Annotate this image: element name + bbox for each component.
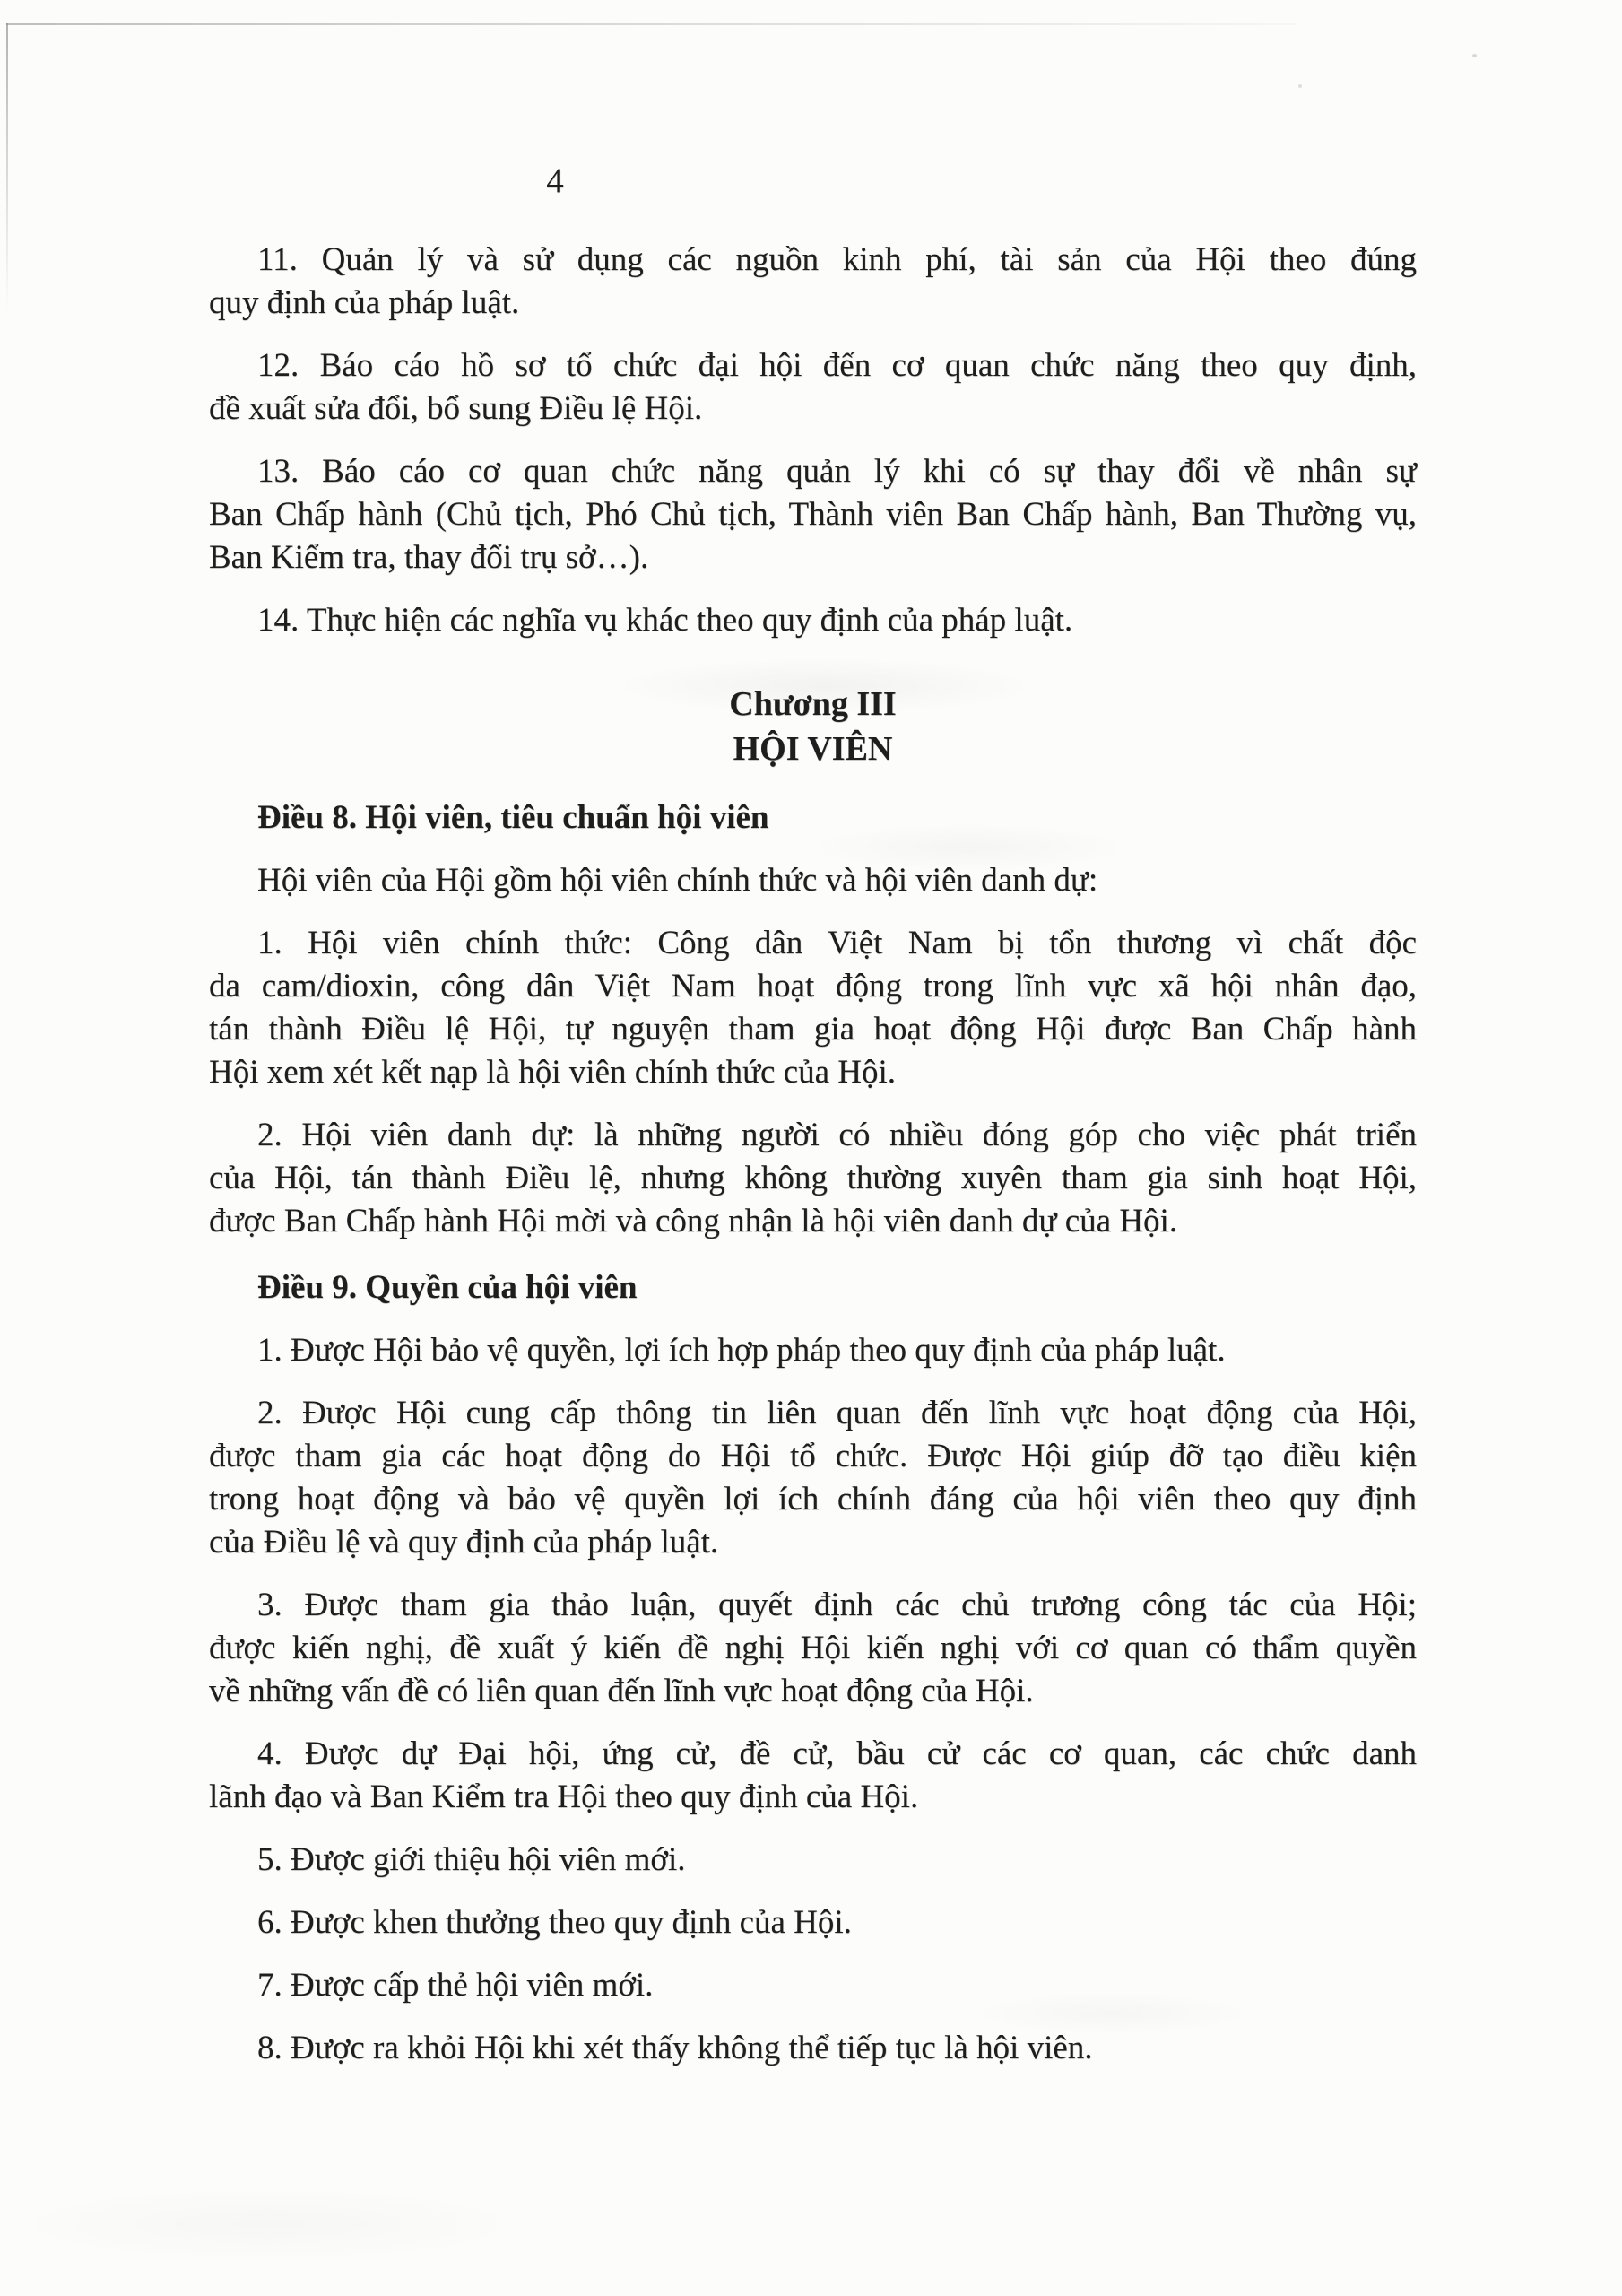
text-line: được Ban Chấp hành Hội mời và công nhận là hội viên danh dự của Hội. [209,1203,1178,1239]
text-line: được tham gia các hoạt động do Hội tổ chức. Được Hội giúp đỡ tạo điều kiện [209,1438,1417,1474]
paragraph [209,239,1417,325]
document-body [209,239,1417,2070]
text-line: Hội viên của Hội gồm hội viên chính thức và hội viên danh dự: [257,862,1098,899]
text-line: 13. Báo cáo cơ quan chức năng quản lý khi có sự thay đổi về nhân sự [257,453,1417,490]
text-line: 2. Được Hội cung cấp thông tin liên quan đến lĩnh vực hoạt động của Hội, [257,1395,1417,1431]
text-line: lãnh đạo và Ban Kiểm tra Hội theo quy định của Hội. [209,1779,919,1815]
text-line: tán thành Điều lệ Hội, tự nguyện tham gia hoạt động Hội được Ban Chấp hành [209,1011,1417,1048]
text-line: 1. Hội viên chính thức: Công dân Việt Nam bị tổn thương vì chất độc [257,925,1417,961]
paragraph [209,599,1417,642]
article-heading [209,1266,1417,1309]
text-line: 6. Được khen thưởng theo quy định của Hội. [257,1904,852,1941]
scan-edge-top [6,23,1297,25]
text-line: 5. Được giới thiệu hội viên mới. [257,1841,686,1878]
text-line: của Điều lệ và quy định của pháp luật. [209,1524,719,1561]
paragraph [209,1733,1417,1819]
text-line: Ban Chấp hành (Chủ tịch, Phó Chủ tịch, Thành viên Ban Chấp hành, Ban Thường vụ, [209,496,1417,533]
text-line: 1. Được Hội bảo vệ quyền, lợi ích hợp pháp theo quy định của pháp luật. [257,1332,1226,1369]
paragraph [209,1329,1417,1372]
paragraph [209,344,1417,430]
text-line: được kiến nghị, đề xuất ý kiến đề nghị Hội kiến nghị với cơ quan có thẩm quyền [209,1630,1417,1666]
text-line: 7. Được cấp thẻ hội viên mới. [257,1967,654,2004]
page-number: 4 [546,161,564,200]
text-line: 3. Được tham gia thảo luận, quyết định các chủ trương công tác của Hội; [257,1587,1417,1623]
scan-speck [1472,54,1477,57]
text-line: 12. Báo cáo hồ sơ tổ chức đại hội đến cơ quan chức năng theo quy định, [257,347,1417,384]
text-line: của Hội, tán thành Điều lệ, nhưng không thường xuyên tham gia sinh hoạt Hội, [209,1160,1417,1196]
paragraph [209,1839,1417,1882]
paragraph [209,859,1417,902]
text-line: 11. Quản lý và sử dụng các nguồn kinh phí, tài sản của Hội theo đúng [257,241,1417,278]
text-line: 8. Được ra khỏi Hội khi xét thấy không thể tiếp tục là hội viên. [257,2030,1093,2066]
text-line: về những vấn đề có liên quan đến lĩnh vực hoạt động của Hội. [209,1673,1034,1709]
text-line: da cam/dioxin, công dân Việt Nam hoạt động trong lĩnh vực xã hội nhân đạo, [209,968,1417,1004]
text-line: Ban Kiểm tra, thay đổi trụ sở…). [209,539,649,576]
text-line: 14. Thực hiện các nghĩa vụ khác theo quy định của pháp luật. [257,602,1073,639]
paragraph [209,922,1417,1094]
scan-edge-left [6,23,8,310]
scan-speck [1298,84,1302,88]
chapter-heading [209,682,1417,771]
article-heading [209,796,1417,839]
text-line: quy định của pháp luật. [209,284,520,321]
paragraph [209,450,1417,579]
text-line: trong hoạt động và bảo vệ quyền lợi ích chính đáng của hội viên theo quy định [209,1481,1417,1518]
paragraph [209,1901,1417,1944]
text-line: Điều 8. Hội viên, tiêu chuẩn hội viên [257,799,769,836]
text-line: đề xuất sửa đổi, bổ sung Điều lệ Hội. [209,390,703,427]
text-line: Hội xem xét kết nạp là hội viên chính thức của Hội. [209,1054,897,1091]
text-line: Chương III [729,685,897,723]
paragraph [209,1114,1417,1243]
text-line: Điều 9. Quyền của hội viên [257,1269,638,1306]
paragraph [209,1392,1417,1564]
text-line: 2. Hội viên danh dự: là những người có nhiều đóng góp cho việc phát triển [257,1117,1417,1153]
text-line: HỘI VIÊN [733,730,893,768]
text-line: 4. Được dự Đại hội, ứng cử, đề cử, bầu cử các cơ quan, các chức danh [257,1735,1417,1772]
paragraph [209,1584,1417,1713]
paragraph [209,1964,1417,2007]
paragraph [209,2027,1417,2070]
